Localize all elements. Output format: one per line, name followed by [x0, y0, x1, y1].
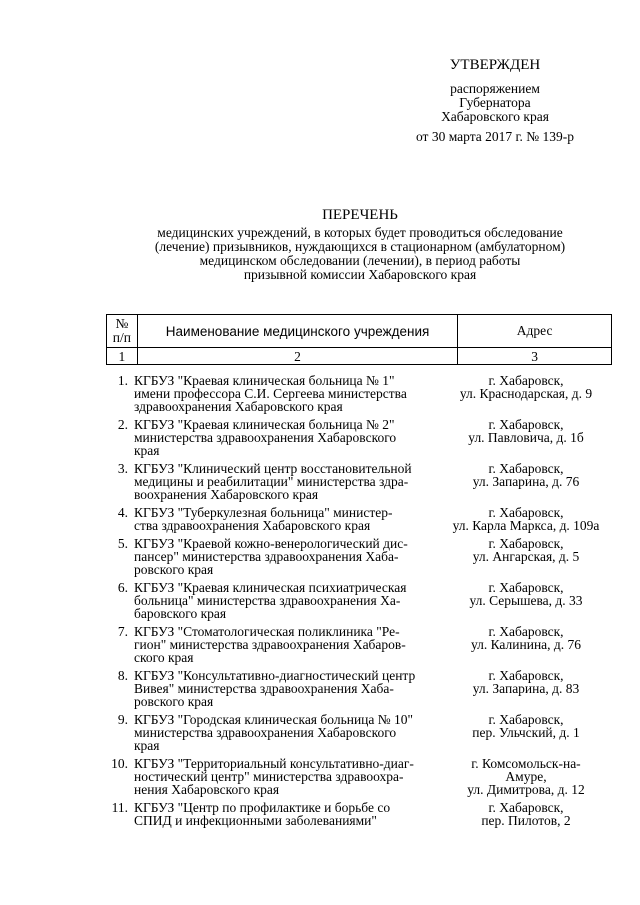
institution-name	[134, 757, 440, 796]
row-number: 8.	[117, 668, 128, 683]
address-line: г. Хабаровск,	[488, 580, 564, 595]
document-subtitle-line: медицинском обследовании (лечении), в период работы	[199, 253, 521, 268]
institution-address	[440, 713, 612, 752]
row-number: 3.	[117, 461, 128, 476]
institution-list	[106, 374, 612, 827]
approval-date: от 30 марта 2017 г. № 139-р	[415, 129, 575, 144]
address-line: г. Хабаровск,	[488, 800, 564, 815]
table-row	[106, 374, 612, 413]
header-address: Адрес	[458, 315, 612, 348]
institution-address	[440, 418, 612, 457]
address-line: ул. Калинина, д. 76	[470, 637, 582, 652]
institution-name-line: здравоохранения Хабаровского края	[134, 399, 343, 414]
address-line: г. Хабаровск,	[488, 536, 564, 551]
address-line: ул. Краснодарская, д. 9	[459, 386, 593, 401]
row-number: 1.	[117, 373, 128, 388]
institution-name-line: баровского края	[134, 606, 227, 621]
institution-address	[440, 537, 612, 576]
approval-line: Хабаровского края	[441, 109, 549, 124]
institution-name	[134, 669, 440, 708]
institution-address	[440, 757, 612, 796]
table-row	[106, 537, 612, 576]
institution-name-line: ского края	[134, 650, 194, 665]
institution-name-line: КГБУЗ "Территориальный консультативно-диаг-	[134, 756, 414, 771]
address-line: пер. Пилотов, 2	[481, 813, 571, 828]
institution-name	[134, 418, 440, 457]
column-number-row	[107, 348, 612, 365]
row-number: 2.	[117, 417, 128, 432]
table-row	[106, 713, 612, 752]
institution-name-line: ровского края	[134, 694, 214, 709]
institution-name-line: медицины и реабилитации" министерства здра-	[134, 474, 409, 489]
institution-name	[134, 462, 440, 501]
header-number	[107, 315, 138, 348]
address-line: ул. Димитрова, д. 12	[467, 782, 585, 797]
institution-name-line: КГБУЗ "Клинический центр восстановительной	[134, 461, 412, 476]
institution-name-line: КГБУЗ "Стоматологическая поликлиника "Ре-	[134, 624, 400, 639]
institution-name-line: ровского края	[134, 562, 214, 577]
address-line: г. Комсомольск-на-	[471, 756, 581, 771]
institution-name	[134, 374, 440, 413]
institution-name-line: КГБУЗ "Туберкулезная больница" министер-	[134, 505, 393, 520]
row-number: 9.	[117, 712, 128, 727]
header-number-line: п/п	[112, 330, 131, 345]
column-number: 1	[107, 348, 138, 365]
table-row	[106, 506, 612, 532]
institution-address	[440, 374, 612, 413]
institution-name-line: КГБУЗ "Центр по профилактике и борьбе со	[134, 800, 391, 815]
institution-name	[134, 506, 440, 532]
institution-name	[134, 537, 440, 576]
row-number: 5.	[117, 536, 128, 551]
document-title: ПЕРЕЧЕНЬ	[322, 207, 398, 223]
institution-address	[440, 506, 612, 532]
institution-name-line: КГБУЗ "Консультативно-диагностический центр	[134, 668, 416, 683]
institution-name-line: гион" министерства здравоохранения Хабаров-	[134, 637, 406, 652]
institution-name-line: министерства здравоохранения Хабаровского	[134, 430, 397, 445]
address-line: г. Хабаровск,	[488, 373, 564, 388]
institution-name-line: ностический центр" министерства здравоохра-	[134, 769, 404, 784]
institution-name-line: Вивея" министерства здравоохранения Хаба-	[134, 681, 394, 696]
institution-name-line: КГБУЗ "Краевой кожно-венерологический дис-	[134, 536, 408, 551]
institution-name	[134, 581, 440, 620]
institution-name-line: КГБУЗ "Городская клиническая больница № 10"	[134, 712, 414, 727]
institution-name-line: края	[134, 738, 160, 753]
institution-name-line: имени профессора С.И. Сергеева министерства	[134, 386, 407, 401]
institution-name-line: края	[134, 443, 160, 458]
institution-address	[440, 801, 612, 827]
institution-name	[134, 801, 440, 827]
approval-line: Губернатора	[459, 95, 531, 110]
table-row	[106, 581, 612, 620]
institution-name-line: министерства здравоохранения Хабаровского	[134, 725, 397, 740]
approval-stamp	[390, 58, 600, 144]
institution-name-line: пансер" министерства здравоохранения Хаба-	[134, 549, 399, 564]
address-line: ул. Карла Маркса, д. 109а	[452, 518, 600, 533]
row-number: 4.	[117, 505, 128, 520]
document-subtitle-line: призывной комиссии Хабаровского края	[243, 267, 477, 282]
institution-name-line: КГБУЗ "Краевая клиническая психиатрическая	[134, 580, 407, 595]
institution-address	[440, 669, 612, 708]
institution-name-line: ства здравоохранения Хабаровского края	[134, 518, 371, 533]
address-line: г. Хабаровск,	[488, 668, 564, 683]
table-row	[106, 418, 612, 457]
institution-name	[134, 713, 440, 752]
institution-name-line: КГБУЗ "Краевая клиническая больница № 1"	[134, 373, 395, 388]
row-number: 6.	[117, 580, 128, 595]
document-subtitle-line: медицинских учреждений, в которых будет проводиться обследование	[157, 225, 563, 240]
table-row	[106, 801, 612, 827]
address-line: г. Хабаровск,	[488, 461, 564, 476]
row-number: 11.	[111, 800, 128, 815]
institution-address	[440, 462, 612, 501]
institution-name-line: воохранения Хабаровского края	[134, 487, 319, 502]
address-line: ул. Ангарская, д. 5	[472, 549, 580, 564]
institution-name-line: СПИД и инфекционными заболеваниями"	[134, 813, 377, 828]
row-number: 7.	[117, 624, 128, 639]
table-row	[106, 757, 612, 796]
table-row	[106, 462, 612, 501]
address-line: г. Хабаровск,	[488, 712, 564, 727]
table-row	[106, 625, 612, 664]
header-number-line: №	[115, 316, 129, 331]
approval-heading: УТВЕРЖДЕН	[449, 57, 541, 73]
row-number: 10.	[111, 756, 128, 771]
address-line: пер. Ульчский, д. 1	[472, 725, 580, 740]
column-number: 3	[458, 348, 612, 365]
document-subtitle-line: (лечение) призывников, нуждающихся в стационарном (амбулаторном)	[154, 239, 566, 254]
address-line: г. Хабаровск,	[488, 417, 564, 432]
column-number: 2	[137, 348, 457, 365]
address-line: ул. Запарина, д. 83	[472, 681, 580, 696]
table-header-row	[107, 315, 612, 348]
address-line: ул. Серышева, д. 33	[469, 593, 583, 608]
institution-name	[134, 625, 440, 664]
institution-address	[440, 581, 612, 620]
address-line: Амуре,	[505, 769, 547, 784]
address-line: г. Хабаровск,	[488, 505, 564, 520]
institution-name-line: нения Хабаровского края	[134, 782, 280, 797]
address-line: ул. Павловича, д. 1б	[468, 430, 584, 445]
header-name: Наименование медицинского учреждения	[137, 315, 457, 348]
institution-name-line: КГБУЗ "Краевая клиническая больница № 2"	[134, 417, 395, 432]
institution-name-line: больница" министерства здравоохранения Ха-	[134, 593, 401, 608]
document-title-block	[110, 208, 610, 282]
address-line: ул. Запарина, д. 76	[472, 474, 580, 489]
address-line: г. Хабаровск,	[488, 624, 564, 639]
approval-line: распоряжением	[450, 81, 540, 96]
table-row	[106, 669, 612, 708]
institution-address	[440, 625, 612, 664]
table-header	[106, 314, 612, 365]
